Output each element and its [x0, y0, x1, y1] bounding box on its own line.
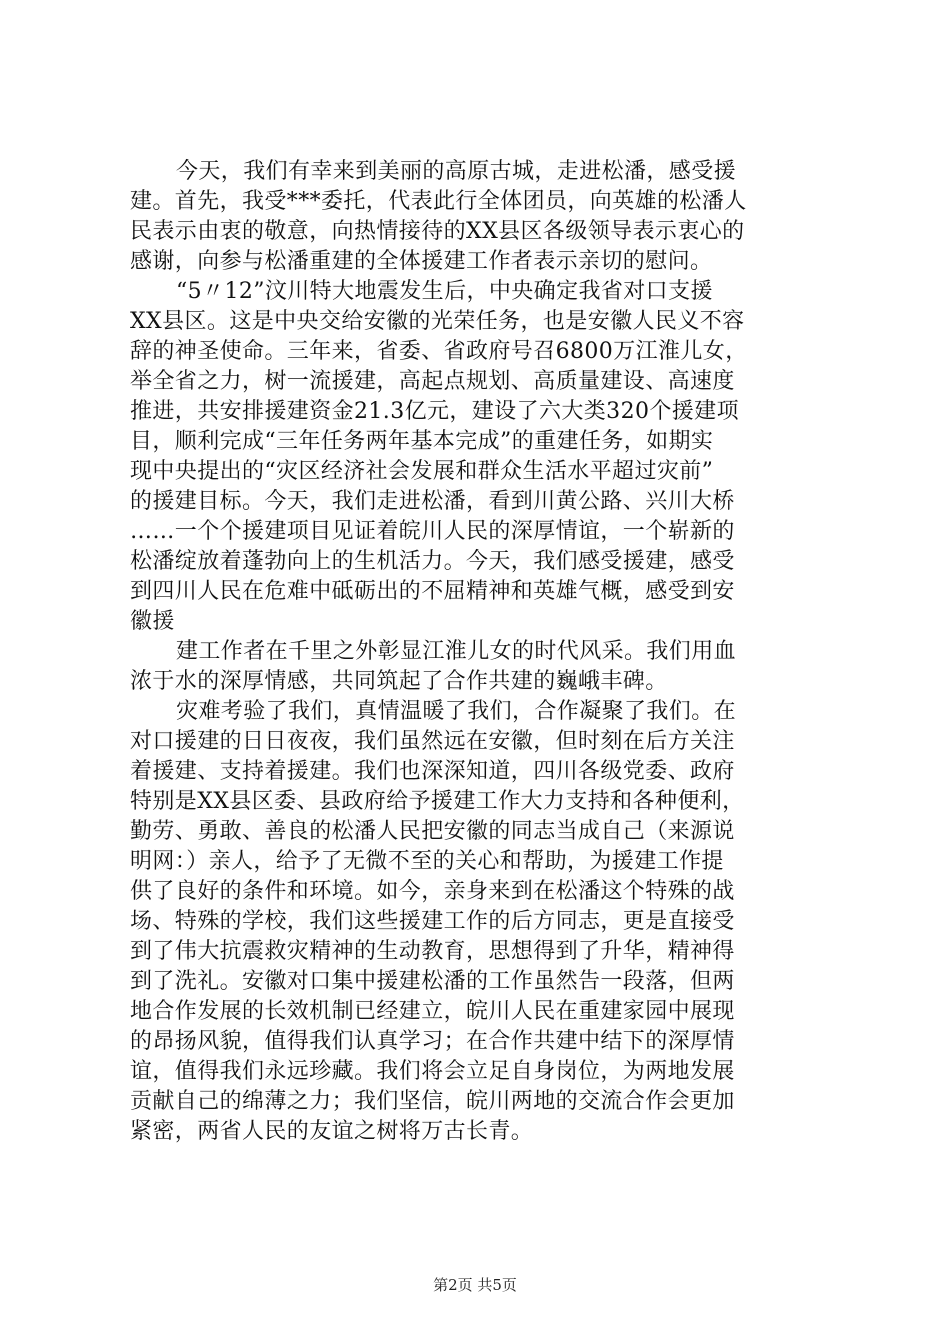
- paragraph-line: 到四川人民在危难中砥砺出的不屈精神和英雄气概，感受到安: [130, 579, 735, 604]
- paragraph-line: 徽援: [130, 609, 175, 634]
- paragraph-line: ……一个个援建项目见证着皖川人民的深厚情谊，一个崭新的: [130, 519, 735, 544]
- paragraph-line: 辞的神圣使命。三年来，省委、省政府号召6800万江淮儿女，: [130, 339, 748, 364]
- paragraph-line: 紧密，两省人民的友谊之树将万古长青。: [130, 1119, 534, 1144]
- paragraph-line: 着援建、支持着援建。我们也深深知道，四川各级党委、政府: [130, 759, 735, 784]
- paragraph-line: 民表示由衷的敬意，向热情接待的XX县区各级领导表示衷心的: [130, 219, 745, 244]
- paragraph-line: 建工作者在千里之外彰显江淮儿女的时代风采。我们用血: [176, 639, 737, 664]
- paragraph-line: 今天，我们有幸来到美丽的高原古城，走进松潘，感受援: [176, 159, 737, 184]
- paragraph-line: 建。首先，我受***委托，代表此行全体团员，向英雄的松潘人: [130, 189, 747, 214]
- paragraph-line: 推进，共安排援建资金21.3亿元，建设了六大类320个援建项: [130, 399, 739, 424]
- paragraph-line: 谊，值得我们永远珍藏。我们将会立足自身岗位，为两地发展: [130, 1059, 735, 1084]
- paragraph-line: 现中央提出的“灾区经济社会发展和群众生活水平超过灾前”: [130, 459, 714, 484]
- paragraph-line: 对口援建的日日夜夜，我们虽然远在安徽，但时刻在后方关注: [130, 729, 735, 754]
- paragraph-line: 勤劳、勇敢、善良的松潘人民把安徽的同志当成自己（来源说: [130, 819, 735, 844]
- paragraph-line: 灾难考验了我们，真情温暖了我们，合作凝聚了我们。在: [176, 699, 737, 724]
- paragraph-line: 明网：）亲人，给予了无微不至的关心和帮助，为援建工作提: [130, 849, 724, 874]
- paragraph-line: 松潘绽放着蓬勃向上的生机活力。今天，我们感受援建，感受: [130, 549, 735, 574]
- paragraph-line: 场、特殊的学校，我们这些援建工作的后方同志，更是直接受: [130, 909, 735, 934]
- paragraph-line: 地合作发展的长效机制已经建立，皖川人民在重建家园中展现: [130, 999, 735, 1024]
- paragraph-line: 贡献自己的绵薄之力；我们坚信，皖川两地的交流合作会更加: [130, 1089, 735, 1114]
- paragraph-line: 举全省之力，树一流援建，高起点规划、高质量建设、高速度: [130, 369, 735, 394]
- paragraph-line: 的昂扬风貌，值得我们认真学习；在合作共建中结下的深厚情: [130, 1029, 735, 1054]
- paragraph-line: 的援建目标。今天，我们走进松潘，看到川黄公路、兴川大桥: [130, 489, 735, 514]
- document-body: [130, 157, 834, 1147]
- page-number-footer: 第2页 共5页: [433, 1276, 517, 1294]
- paragraph-line: 浓于水的深厚情感，共同筑起了合作共建的巍峨丰碑。: [130, 669, 668, 694]
- paragraph-line: 到了洗礼。安徽对口集中援建松潘的工作虽然告一段落，但两: [130, 969, 735, 994]
- paragraph-line: 目，顺利完成“三年任务两年基本完成”的重建任务，如期实: [130, 429, 714, 454]
- paragraph-line: 到了伟大抗震救灾精神的生动教育，思想得到了升华，精神得: [130, 939, 735, 964]
- paragraph-line: 供了良好的条件和环境。如今，亲身来到在松潘这个特殊的战: [130, 879, 735, 904]
- paragraph-line: XX县区。这是中央交给安徽的光荣任务，也是安徽人民义不容: [130, 309, 745, 334]
- paragraph-line: 特别是XX县区委、县政府给予援建工作大力支持和各种便利，: [130, 789, 745, 814]
- paragraph-line: “5〃12”汶川特大地震发生后，中央确定我省对口支援: [176, 279, 713, 304]
- paragraph-line: 感谢，向参与松潘重建的全体援建工作者表示亲切的慰问。: [130, 249, 713, 274]
